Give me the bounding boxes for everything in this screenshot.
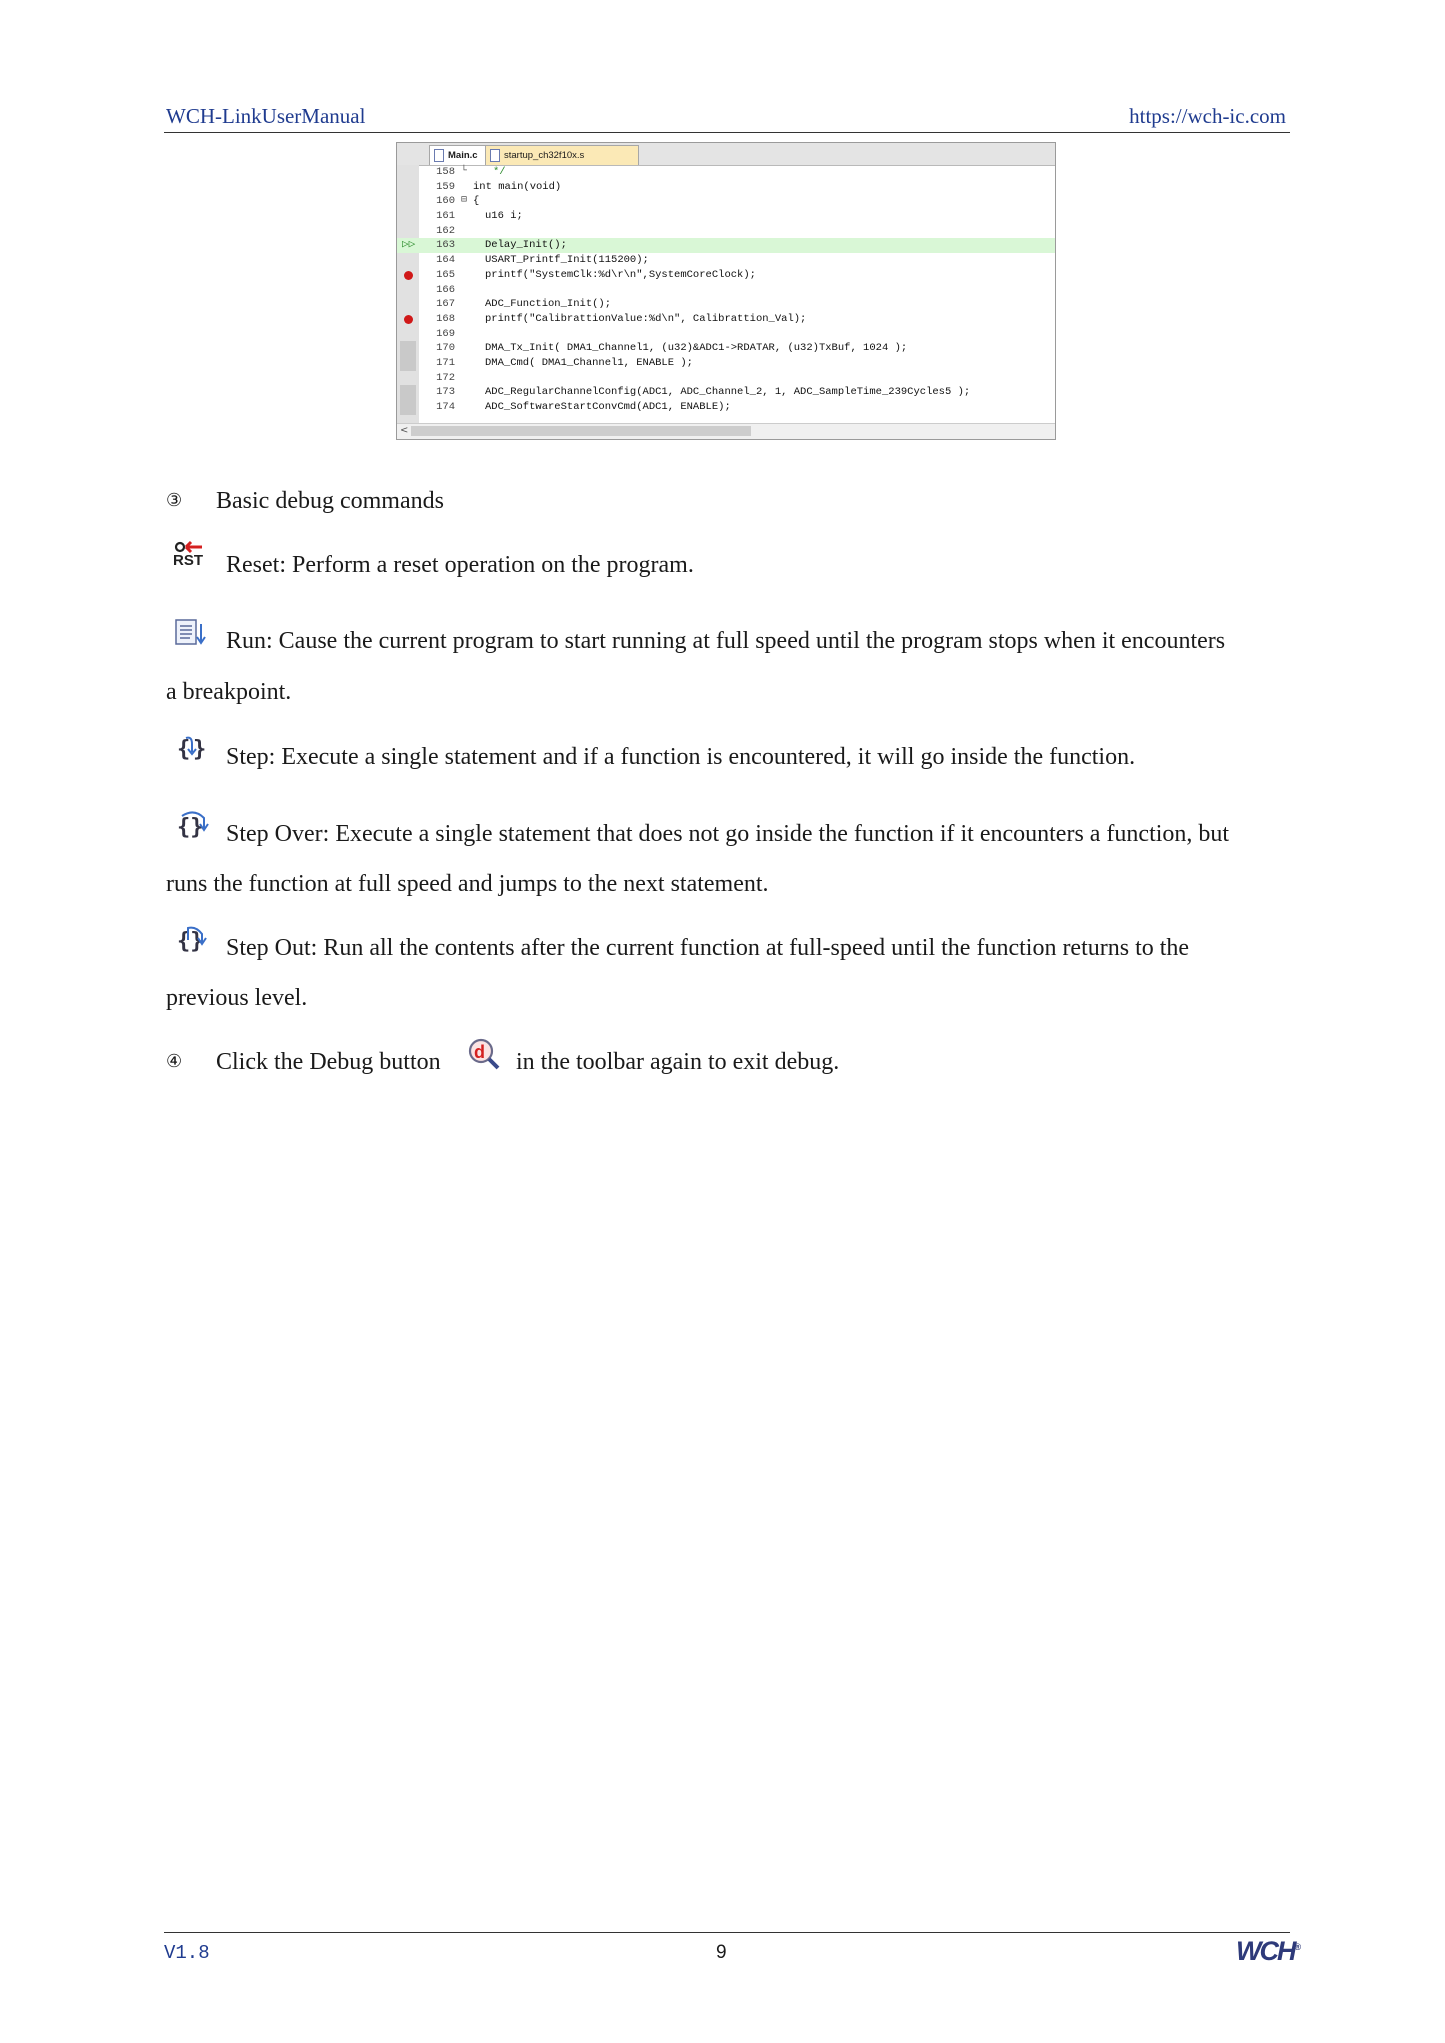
svg-text:d: d xyxy=(474,1042,485,1062)
debug-icon xyxy=(466,1036,502,1077)
code-line: 159 int main(void) xyxy=(436,180,562,193)
run-description-line2: a breakpoint. xyxy=(166,679,292,705)
section-marker: ④ xyxy=(166,1051,183,1072)
svg-text:}: } xyxy=(193,737,207,762)
editor-tab-bar xyxy=(397,143,1055,166)
exit-debug-text-before: Click the Debug button xyxy=(216,1049,441,1075)
svg-text:{}: {} xyxy=(177,929,204,954)
section-marker: ③ xyxy=(166,490,183,511)
code-line: 162 xyxy=(436,224,455,237)
run-icon xyxy=(174,618,208,653)
step-icon xyxy=(176,734,208,769)
scroll-left-icon[interactable]: < xyxy=(400,425,409,436)
execution-arrow-icon: ▷▷ xyxy=(402,239,416,252)
step-over-description-line2: runs the function at full speed and jumps to the next statement. xyxy=(166,871,769,897)
code-line: 173 ADC_RegularChannelConfig(ADC1, ADC_Channel_2, 1, ADC_SampleTime_239Cycles5 ); xyxy=(397,385,1055,400)
step-out-icon xyxy=(176,924,210,959)
breakpoint-icon[interactable] xyxy=(404,315,413,324)
code-line: 164 USART_Printf_Init(115200); xyxy=(436,254,649,267)
scrollbar-thumb[interactable] xyxy=(411,426,751,436)
code-line: 172 xyxy=(436,371,455,384)
code-line: 167 ADC_Function_Init(); xyxy=(436,298,612,311)
svg-text:{}: {} xyxy=(177,815,204,840)
wch-logo: WCH® xyxy=(1236,1936,1302,1966)
page-header xyxy=(164,100,1290,133)
tab-main-c[interactable]: Main.c xyxy=(429,145,509,165)
step-over-icon xyxy=(176,810,210,845)
code-line: 169 xyxy=(436,327,455,340)
version-label: V1.8 xyxy=(164,1942,210,1964)
reset-icon: RST xyxy=(172,540,206,574)
file-icon xyxy=(434,149,444,162)
reset-description: Reset: Perform a reset operation on the program. xyxy=(226,552,694,578)
code-line: 161 u16 i; xyxy=(436,210,523,223)
code-line: 170 DMA_Tx_Init( DMA1_Channel1, (u32)&ADC1->RDATAR, (u32)TxBuf, 1024 ); xyxy=(397,341,1055,356)
run-description-line1: Run: Cause the current program to start running at full speed until the program stops when it encounters xyxy=(226,628,1226,654)
code-line: 160 ⊟ { xyxy=(436,195,480,208)
page-number: 9 xyxy=(716,1942,727,1963)
section-title: Basic debug commands xyxy=(216,488,444,514)
step-out-description-line1: Step Out: Run all the contents after the current function at full-speed until the function returns to the xyxy=(226,935,1190,961)
step-out-description-line2: previous level. xyxy=(166,985,308,1011)
code-lines xyxy=(397,165,1055,415)
code-editor-screenshot xyxy=(396,142,1056,440)
fold-icon: ⊟ xyxy=(461,195,468,207)
current-line: ▷▷ 163 Delay_Init(); xyxy=(397,238,1055,253)
footer-divider xyxy=(164,1932,1290,1933)
exit-debug-text-after: in the toolbar again to exit debug. xyxy=(516,1049,840,1075)
code-line: 166 xyxy=(436,283,455,296)
step-description: Step: Execute a single statement and if a function is encountered, it will go inside the function. xyxy=(226,744,1136,770)
code-line: 165 printf("SystemClk:%d\r\n",SystemCoreClock); xyxy=(397,268,1055,283)
breakpoint-icon[interactable] xyxy=(404,271,413,280)
manual-title: WCH-LinkUserManual xyxy=(166,104,366,128)
code-line: 168 printf("CalibrattionValue:%d\n", Calibrattion_Val); xyxy=(397,312,1055,327)
website-url[interactable]: https://wch-ic.com xyxy=(1129,104,1286,128)
file-icon xyxy=(490,149,500,162)
step-over-description-line1: Step Over: Execute a single statement that does not go inside the function if it encounters a function, but xyxy=(226,821,1230,847)
code-line: 174 ADC_SoftwareStartConvCmd(ADC1, ENABLE); xyxy=(397,400,1055,415)
svg-text:{: { xyxy=(177,737,191,762)
code-line: 171 DMA_Cmd( DMA1_Channel1, ENABLE ); xyxy=(397,356,1055,371)
horizontal-scrollbar[interactable] xyxy=(397,423,1055,439)
code-line: 158 └ */ xyxy=(436,166,506,178)
tab-startup-file[interactable]: startup_ch32f10x.s xyxy=(485,145,639,165)
